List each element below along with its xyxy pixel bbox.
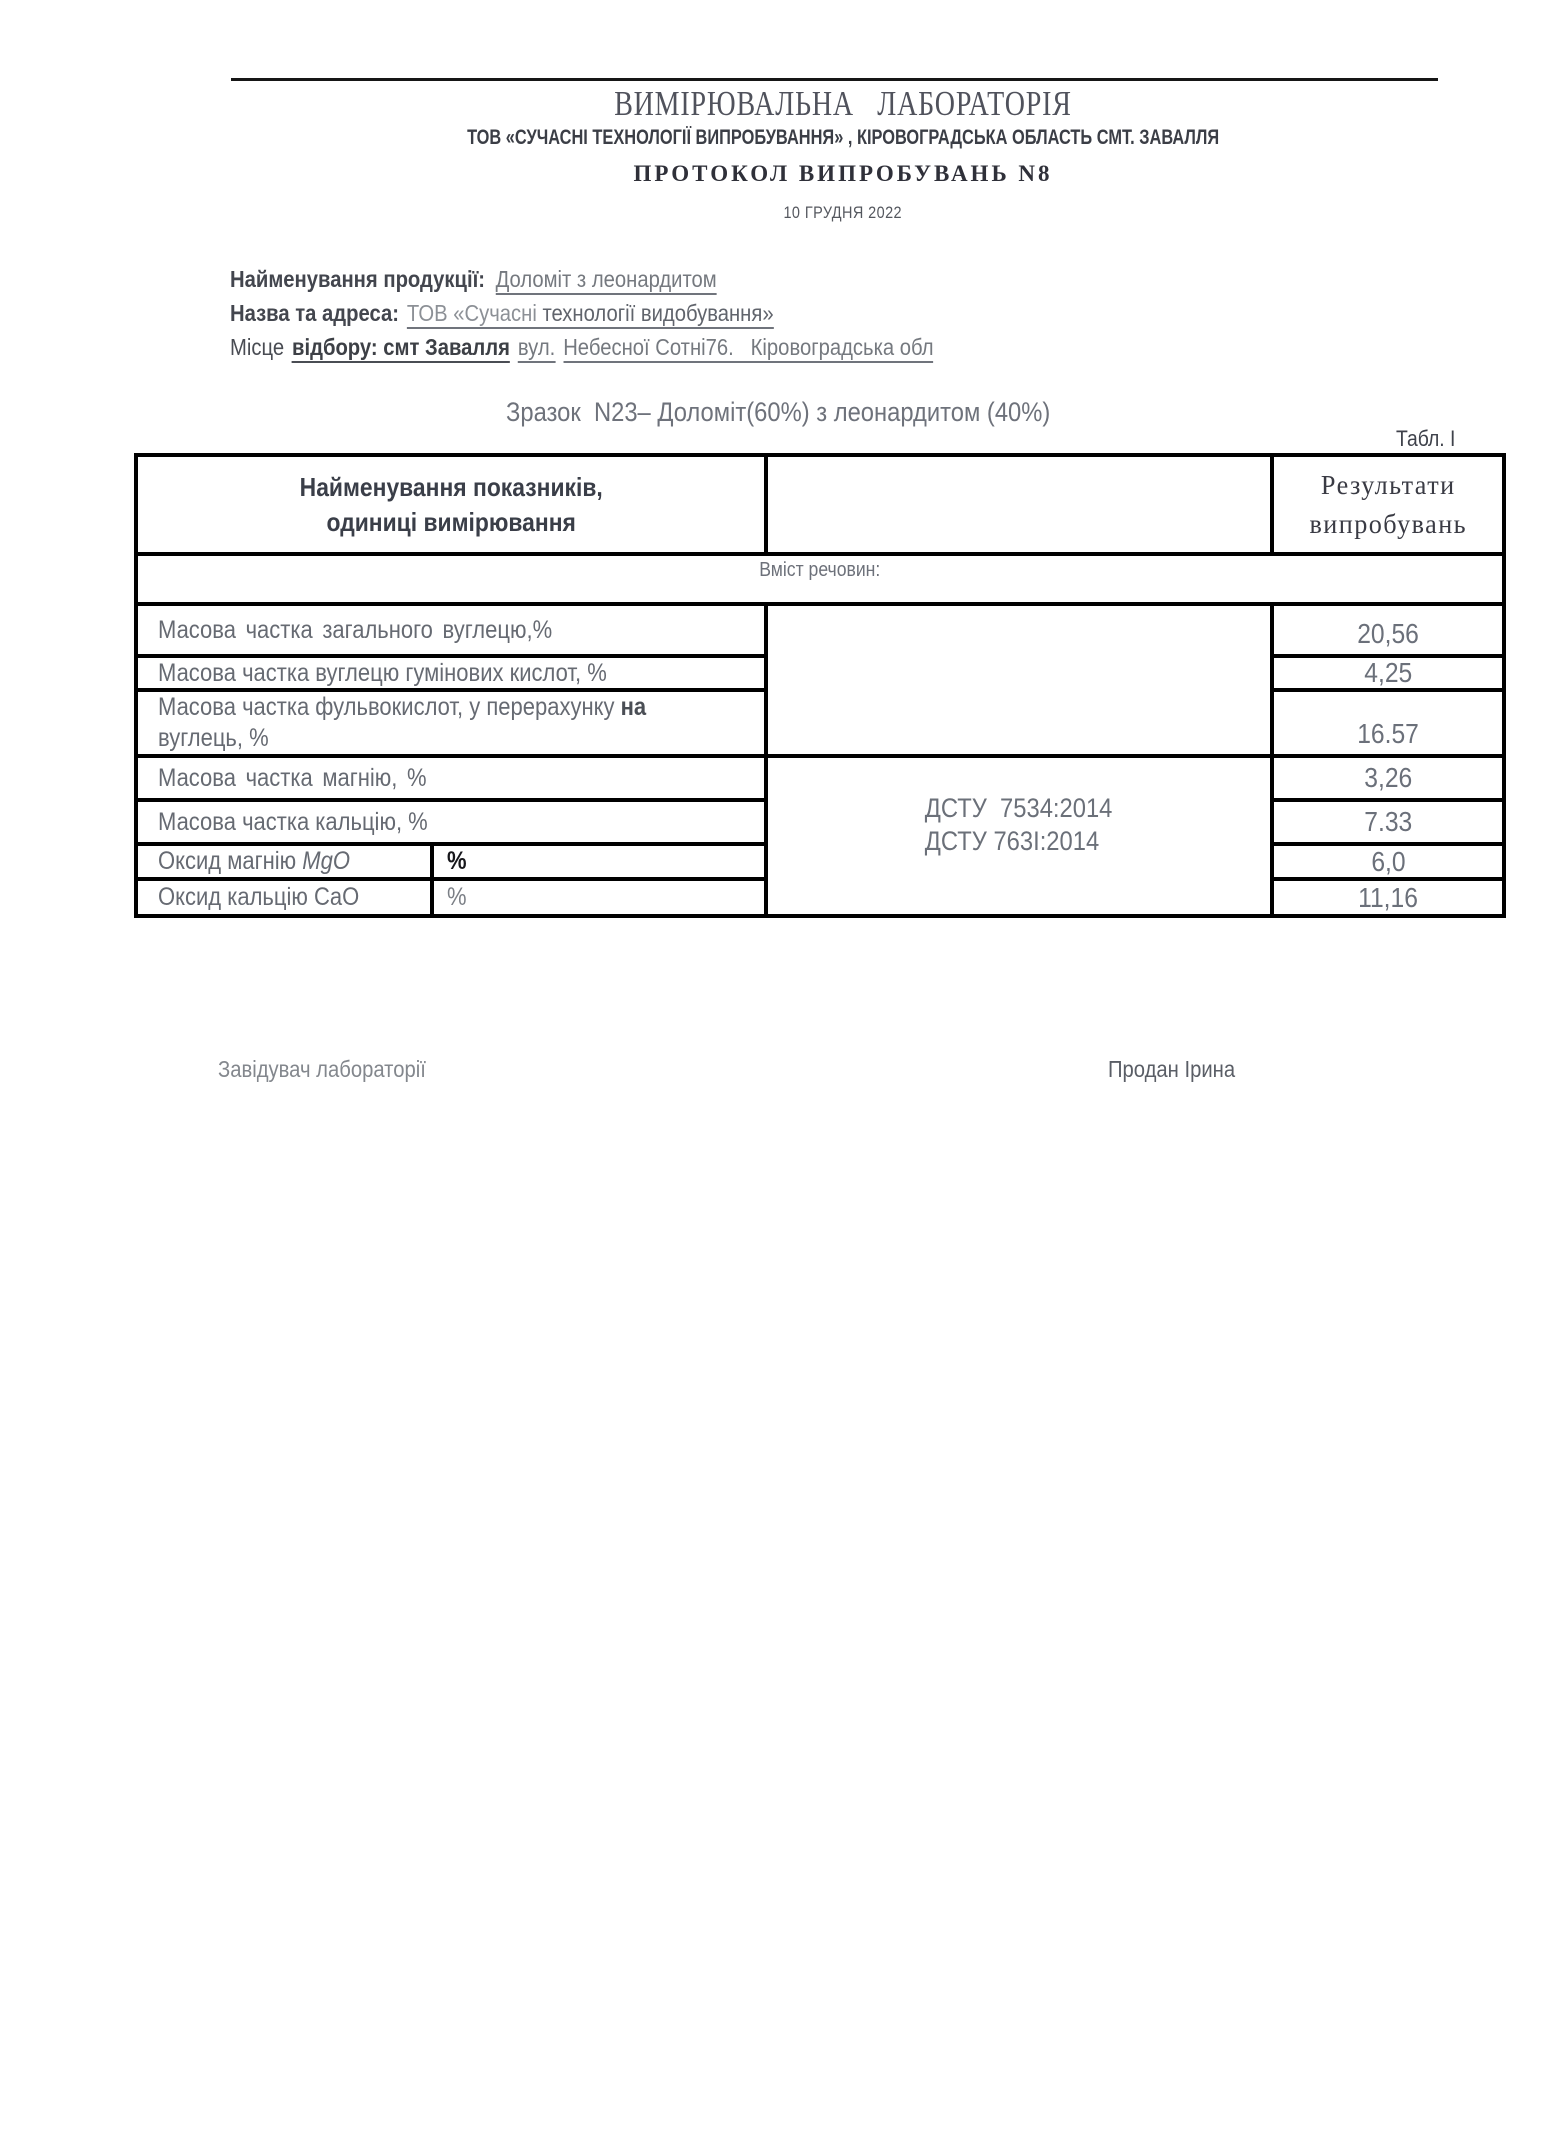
lab-title: ВИМІРЮВАЛЬНА ЛАБОРАТОРІЯ: [614, 84, 1072, 123]
address-label: Назва та адреса:: [230, 300, 399, 326]
header-col3-line2: випробувань: [1309, 508, 1467, 539]
mgo-formula: MgO: [302, 847, 350, 875]
protocol-date: 10 ГРУДНЯ 2022: [783, 203, 903, 222]
protocol-title: ПРОТОКОЛ ВИПРОБУВАНЬ N8: [633, 161, 1053, 186]
band-label: Вміст речовин:: [759, 559, 881, 581]
table-row-label-mgo: Оксид магнію MgO: [138, 846, 430, 877]
header-col3-line1: Результати: [1320, 469, 1456, 500]
table-methods-empty-cell: [768, 606, 1270, 754]
table-row-label-fulvic-acids: Масова частка фульвокислот, у перерахунку на вуглець, %: [138, 692, 764, 754]
table-row-value-cao: 11,16: [1274, 881, 1502, 914]
address-value-part2: технології видобування»: [542, 300, 774, 326]
table-header-methods-empty: [768, 457, 1270, 552]
table-row-value-mgo: 6,0: [1274, 846, 1502, 877]
table-row-label-calcium: Масова частка кальцію, %: [138, 802, 764, 842]
signature-name: Продан Ірина: [1108, 1056, 1236, 1082]
signature-name-row: [1108, 1056, 1252, 1083]
header-col1-line1: Найменування показників,: [299, 471, 603, 502]
sample-description: Зразок N23– Доломіт(60%) з леонардитом (40%): [506, 397, 1051, 427]
place-label: Місце: [230, 334, 285, 360]
org-line-row: [136, 126, 1550, 150]
signature-role: Завідувач лабораторії: [218, 1056, 426, 1082]
table-row-value-total-carbon: 20,56: [1274, 606, 1502, 654]
protocol-title-row: [136, 161, 1550, 187]
address-value-part1: ТОВ «Сучасні: [406, 300, 537, 326]
table-row-label-humic-carbon: Масова частка вуглецю гумінових кислот, %: [138, 658, 764, 688]
table-ref-row: [1396, 426, 1463, 452]
product-label: Найменування продукції:: [230, 266, 486, 292]
table-row-label-magnesium: Масова частка магнію, %: [138, 758, 764, 798]
product-value: Доломіт з леонардитом: [496, 266, 717, 295]
address-line: [230, 300, 848, 327]
place-line: [230, 334, 1029, 361]
dstu-method-2: ДСТУ 763І:2014: [925, 826, 1100, 856]
header-col1-line2: одиниці вимірювання: [326, 506, 576, 537]
table-row-value-calcium: 7.33: [1274, 802, 1502, 842]
dstu-method-1: ДСТУ 7534:2014: [925, 793, 1113, 823]
product-line: [230, 266, 783, 293]
place-street-label: вул.: [518, 334, 555, 363]
sample-line-row: [506, 397, 1125, 428]
header-divider-line: [231, 78, 1438, 81]
table-header-indicators: [138, 457, 764, 552]
signature-role-row: [218, 1056, 454, 1083]
table-row-value-humic-carbon: 4,25: [1274, 658, 1502, 688]
table-row-unit-mgo: %: [434, 846, 764, 877]
place-region-value: Кіровоградська обл: [750, 334, 934, 360]
table-row-value-magnesium: 3,26: [1274, 758, 1502, 798]
table-band-substances: [138, 556, 1502, 602]
place-value-bold: відбору: смт Завалля: [292, 334, 510, 363]
table-header-results: [1274, 457, 1502, 552]
table-row-label-cao: Оксид кальцію CaO: [138, 881, 430, 914]
results-table: [134, 453, 1506, 918]
org-address-line: ТОВ «СУЧАСНІ ТЕХНОЛОГІЇ ВИПРОБУВАННЯ» , КІРОВОГРАДСЬКА ОБЛАСТЬ СМТ. ЗАВАЛЛЯ: [466, 126, 1220, 149]
table-reference: Табл. I: [1396, 426, 1456, 451]
table-row-unit-cao: %: [434, 881, 764, 914]
table-row-value-fulvic-acids: 16.57: [1274, 692, 1502, 754]
date-row: [136, 203, 1550, 223]
lab-title-row: [136, 84, 1550, 124]
table-methods-cell: [768, 758, 1270, 914]
table-row-label-total-carbon: Масова частка загального вуглецю,%: [138, 606, 764, 654]
place-street-value: Небесної Сотні76.: [563, 334, 734, 360]
